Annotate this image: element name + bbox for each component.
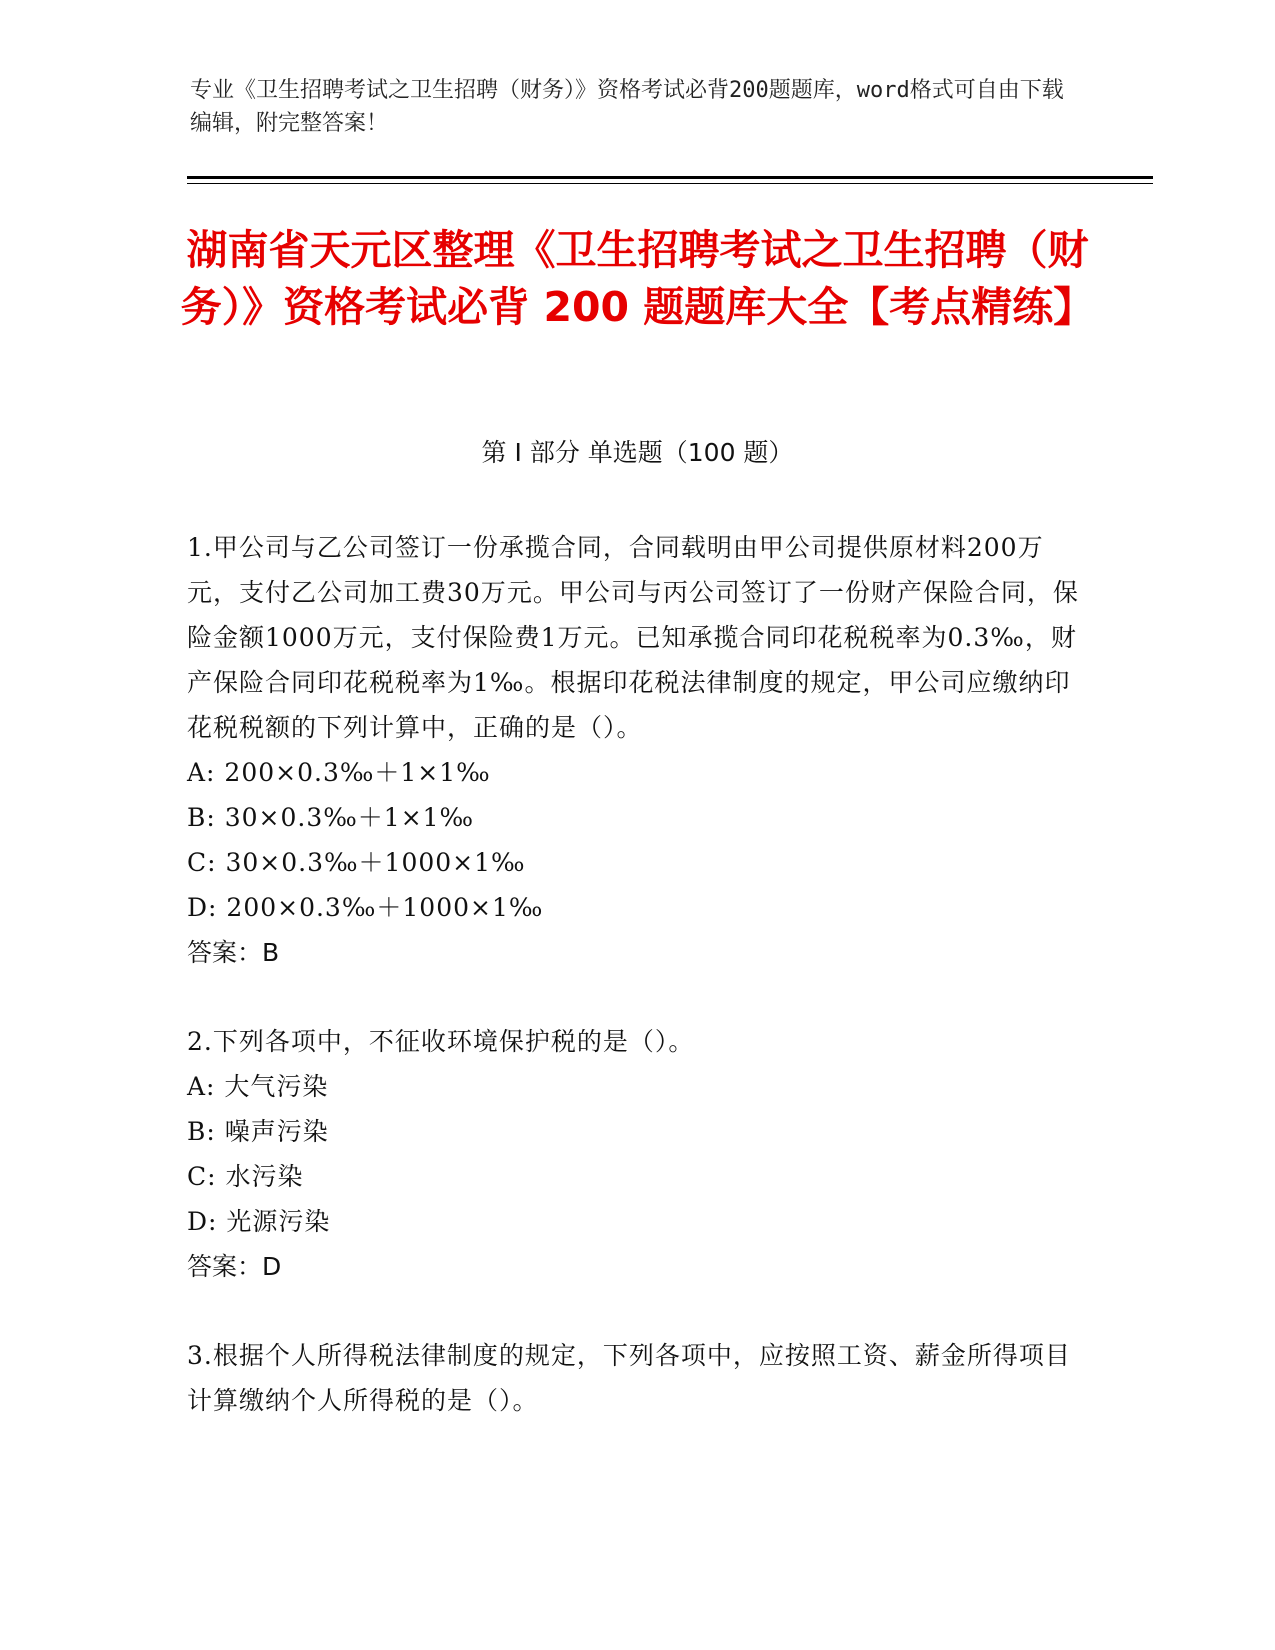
header-note: 专业《卫生招聘考试之卫生招聘（财务）》资格考试必背200题题库，word格式可自由下载编辑，附完整答案！	[190, 78, 1064, 136]
option-b: B: 噪声污染	[187, 1117, 329, 1146]
question-stem: 2.下列各项中，不征收环境保护税的是（）。	[187, 1027, 695, 1056]
section-heading: 第 I 部分 单选题（100 题）	[481, 438, 794, 467]
option-c: C: 30×0.3‰＋1000×1‰	[187, 848, 526, 877]
option-d: D: 200×0.3‰＋1000×1‰	[187, 893, 544, 922]
question-1	[187, 525, 1087, 975]
option-a: A: 200×0.3‰＋1×1‰	[187, 758, 491, 787]
document-title: 湖南省天元区整理《卫生招聘考试之卫生招聘（财务）》资格考试必背 200 题题库大全【考点精练】	[180, 226, 1095, 331]
option-c: C: 水污染	[187, 1162, 304, 1191]
question-3	[187, 1333, 1087, 1423]
answer: 答案：D	[187, 1252, 282, 1281]
question-stem: 1.甲公司与乙公司签订一份承揽合同，合同载明由甲公司提供原材料200万元，支付乙公司加工费30万元。甲公司与丙公司签订了一份财产保险合同，保险金额1000万元，支付保险费1万元。已知承揽合同印花税税率为0.3‰，财产保险合同印花税税率为1‰。根据印花税法律制度的规定，甲公司应缴纳印花税税额的下列计算中，正确的是（）。	[187, 533, 1079, 742]
option-d: D: 光源污染	[187, 1207, 331, 1236]
question-2	[187, 1019, 1087, 1289]
question-stem: 3.根据个人所得税法律制度的规定，下列各项中，应按照工资、薪金所得项目计算缴纳个人所得税的是（）。	[187, 1341, 1071, 1415]
option-b: B: 30×0.3‰＋1×1‰	[187, 803, 475, 832]
option-a: A: 大气污染	[187, 1072, 329, 1101]
question-list	[187, 525, 1087, 1467]
answer: 答案：B	[187, 938, 280, 967]
header-rule-thick	[187, 176, 1153, 179]
header-rule-thin	[187, 183, 1153, 184]
